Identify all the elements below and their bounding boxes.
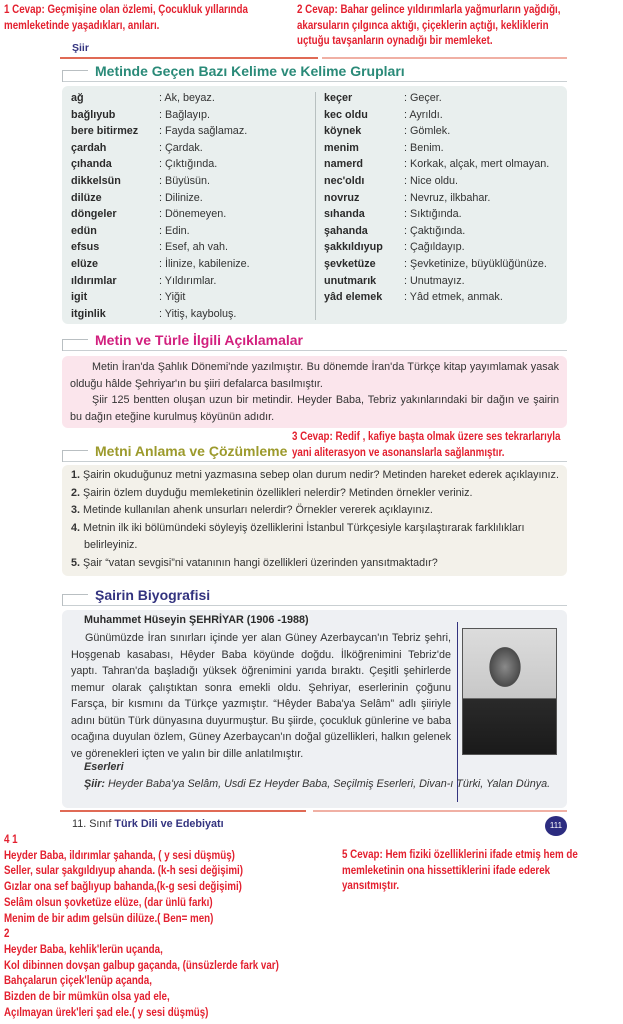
vocab-definition: : Dönemeyen. <box>159 208 227 221</box>
photo-rule <box>457 622 458 802</box>
explain-title: Metin ve Türle İlgili Açıklamalar <box>95 332 303 348</box>
explain-paragraph: Şiir 125 bentten oluşan uzun bir metindir. Heyder Baba, Tebriz yakınlarındaki bir dağın ve şairin bu dağın eteğine kurulmuş köyünün adıdır. <box>70 394 559 423</box>
vocab-word: igit <box>71 291 88 304</box>
vocab-definition: : Korkak, alçak, mert olmayan. <box>404 158 550 171</box>
vocab-word: unutmarık <box>324 274 377 287</box>
vocab-definition: : Çıktığında. <box>159 158 218 171</box>
question-number: 1. <box>71 469 81 481</box>
answer-line: Heyder Baba, ildırımlar şahanda, ( y sesi düşmüş) <box>4 849 235 862</box>
vocab-word: şakkıldıyup <box>324 241 383 254</box>
vocab-word: çardah <box>71 141 107 154</box>
question-text: Şairin özlem duyduğu memleketinin özellikleri nelerdir? Metinden örnekler veriniz. <box>83 486 473 499</box>
bio-name: Muhammet Hüseyin ŞEHRİYAR (1906 -1988) <box>84 614 309 626</box>
footer-rule-right <box>313 810 567 812</box>
vocab-title: Metinde Geçen Bazı Kelime ve Kelime Grupları <box>95 63 405 79</box>
question-number: 2. <box>71 486 81 499</box>
question-item <box>71 485 559 503</box>
vocab-definition: : Çağıldayıp. <box>404 241 465 254</box>
section-label: Şiir <box>72 42 89 54</box>
answer-line: 2 Cevap: Bahar gelince yıldırımlarla yağmurların yağdığı, <box>297 4 561 16</box>
question-item <box>71 520 559 555</box>
vocab-definition: : Fayda sağlamaz. <box>159 125 248 138</box>
question-number: 3. <box>71 504 81 516</box>
answer-3 <box>292 430 612 461</box>
answer-line: memleketinde yaşadıkları, anıları. <box>4 19 160 32</box>
vocab-definition: : İlinize, kabilenize. <box>159 258 250 270</box>
vocab-divider <box>315 92 316 320</box>
vocab-word: köynek <box>324 125 362 138</box>
poet-photo <box>462 628 557 755</box>
vocab-definition: : Nice oldu. <box>404 175 459 187</box>
answer-line: 5 Cevap: Hem fiziki özelliklerini ifade etmiş hem de <box>342 849 578 861</box>
vocab-definition: : Dilinize. <box>159 191 203 204</box>
answer-1 <box>4 3 292 34</box>
bio-title: Şairin Biyografisi <box>95 587 211 603</box>
vocab-definition: : Büyüsün. <box>159 175 211 187</box>
vocab-word: namerd <box>324 158 364 171</box>
header-rule-left <box>60 57 318 59</box>
vocab-word: şahanda <box>324 224 368 237</box>
footer-subject: Türk Dili ve Edebiyatı <box>114 818 224 830</box>
footer <box>72 818 224 830</box>
vocab-definition: : Çardak. <box>159 141 203 154</box>
works <box>84 776 559 792</box>
vocab-definition: : Nevruz, ilkbahar. <box>404 191 491 204</box>
explain-box <box>62 356 567 428</box>
header-rule-right <box>322 57 567 59</box>
vocab-word: ıldırımlar <box>71 274 117 287</box>
vocab-definition: : Benim. <box>404 141 444 154</box>
answer-4 <box>4 833 324 1021</box>
vocab-definition: : Edin. <box>159 224 190 237</box>
vocab-definition: : Geçer. <box>404 92 442 104</box>
answer-line: 2 <box>4 928 10 941</box>
question-text: Metnin ilk iki bölümündeki söyleyiş özelliklerini İstanbul Türkçesiyle karşılaştırarak farklılıkları belirleyiniz. <box>83 521 525 551</box>
answer-line: Açılmayan ürek'leri şad ele.( y sesi düşmüş) <box>4 1006 209 1019</box>
vocab-word: çıhanda <box>71 158 112 171</box>
vocab-box <box>62 86 567 324</box>
footer-rule-left <box>60 810 306 812</box>
answer-line: Heyder Baba, kehlik'lerün uçanda, <box>4 943 163 956</box>
answer-line: Bizden de bir mümkün olsa yad ele, <box>4 991 170 1004</box>
vocab-definition: : Ayrıldı. <box>404 108 443 121</box>
question-item <box>71 555 559 573</box>
works-list: Heyder Baba'ya Selâm, Usdi Ez Heyder Baba, Seçilmiş Eserleri, Divan-ı Türki, Yalan Dünya. <box>108 778 551 790</box>
vocab-word: dilüze <box>71 191 102 204</box>
vocab-definition: : Esef, ah vah. <box>159 241 229 254</box>
question-text: Şairin okuduğunuz metni yazmasına sebep olan durum nedir? Metinden hareket ederek açıklayınız. <box>83 469 559 481</box>
vocab-word: bağlıyub <box>71 108 116 121</box>
vocab-word: edün <box>71 224 97 237</box>
explain-heading <box>62 333 567 351</box>
answer-line: Seller, sular şakgıldıyup ahanda. (k-h sesi değişimi) <box>4 865 244 878</box>
page-number-badge: 111 <box>545 816 567 836</box>
vocab-definition: : Çaktığında. <box>404 224 466 237</box>
question-text: Şair “vatan sevgisi”ni vatanının hangi özellikleri üzerinden yansıtmaktadır? <box>83 556 438 569</box>
answer-line: akarsuların çılgınca aktığı, çiçeklerin açtığı, kekliklerin <box>297 19 549 32</box>
bio-text: Günümüzde İran sınırları içinde yer alan Güney Azerbaycan'ın Tebriz şehri, Hoşgenab kasabası, Hêyder Baba köyünde doğdu. İlköğrenimini Tebriz'de yaptı. Tahran'da başladığı yüksek öğrenimini yarıda bıraktı. Çeşitli şehirlerde memur olarak çalıştıktan sonra emekli oldu. Şehriyar, eserlerinin çoğunu Farsça, bir kısmını da Türkçe yazmıştır. “Hêyder Baba'ya Selâm” adlı şiiriyle adını bütün Türk dünyasına duyurmuştur. Bu şiirde, çocukluk günlerine ve baba ocağına duyulan özlem, Güney Azerbaycan'ın doğal güzellikleri, halkın gelenek ve görenekleri içten ve yalın bir dille anlatılmıştır. <box>71 632 451 760</box>
vocab-definition: : Bağlayıp. <box>159 108 211 121</box>
vocab-word: itginlik <box>71 307 106 320</box>
question-number: 5. <box>71 556 81 569</box>
works-label: Eserleri <box>84 761 124 773</box>
answer-line: 1 Cevap: Geçmişine olan özlemi, Çocukluk yıllarında <box>4 4 248 16</box>
vocab-word: menim <box>324 141 359 154</box>
answer-line: 3 Cevap: Redif , kafiye başta olmak üzere ses tekrarlarıyla <box>292 431 561 443</box>
question-item <box>71 502 559 520</box>
vocab-word: novruz <box>324 191 360 204</box>
vocab-definition: : Sıktığında. <box>404 208 462 221</box>
answer-line: Gızlar ona sef bağlıyup bahanda,(k-g sesi değişimi) <box>4 881 242 894</box>
vocab-word: bere bitirmez <box>71 125 139 138</box>
vocab-definition: : Yıldırımlar. <box>159 274 217 287</box>
answer-line: 4 1 <box>4 834 18 846</box>
works-type: Şiir: <box>84 778 105 790</box>
vocab-word: dikkelsün <box>71 175 121 187</box>
vocab-word: ağ <box>71 92 84 104</box>
answer-2 <box>297 3 623 50</box>
answer-line: Kol dibinnen dovşan galbup gaçanda, (ünsüzlerde fark var) <box>4 959 279 972</box>
vocab-definition: : Yâd etmek, anmak. <box>404 291 503 304</box>
vocab-definition: : Unutmayız. <box>404 274 465 287</box>
vocab-word: kec oldu <box>324 108 368 121</box>
bio-heading <box>62 588 567 606</box>
vocab-definition: : Ak, beyaz. <box>159 92 215 104</box>
question-text: Metinde kullanılan ahenk unsurları nelerdir? Örnekler vererek açıklayınız. <box>83 504 433 516</box>
answer-line: memleketinin ona hissettiklerini ifade ederek <box>342 864 551 877</box>
answer-5 <box>342 848 622 895</box>
question-item <box>71 467 559 485</box>
vocab-word: nec'oldı <box>324 175 365 187</box>
answer-line: Menim de bir adım gelsün dilüze.( Ben= men) <box>4 912 214 925</box>
vocab-definition: : Şevketinize, büyüklüğünüze. <box>404 258 547 270</box>
vocab-word: döngeler <box>71 208 117 221</box>
explain-paragraph: Metin İran'da Şahlık Dönemi'nde yazılmıştır. Bu dönemde İran'da Türkçe kitap yayımlamak yasak olduğu hâlde Şehriyar'ın bu şiiri defalarca basılmıştır. <box>70 361 559 390</box>
answer-line: uçtuğu tavşanların oynadığı bir memleket. <box>297 35 493 47</box>
footer-grade: 11. Sınıf <box>72 818 112 830</box>
questions-title: Metni Anlama ve Çözümleme <box>95 443 288 459</box>
vocab-definition: : Yiğit <box>159 291 186 304</box>
vocab-heading <box>62 64 567 82</box>
bio-box <box>62 610 567 808</box>
answer-line: Selâm olsun şovketüze elüze, (dar ünlü farkı) <box>4 896 213 909</box>
vocab-definition: : Yitiş, kayboluş. <box>159 307 237 320</box>
vocab-word: şevketüze <box>324 258 376 270</box>
vocab-word: sıhanda <box>324 208 365 221</box>
vocab-word: efsus <box>71 241 100 254</box>
answer-line: yani aliterasyon ve asonanslarla sağlanmıştır. <box>292 446 505 459</box>
vocab-word: yâd elemek <box>324 291 383 304</box>
answer-line: Bahçalarun çiçek'lenüp açanda, <box>4 975 152 988</box>
vocab-definition: : Gömlek. <box>404 125 451 138</box>
question-number: 4. <box>71 521 81 534</box>
answer-line: yansıtmıştır. <box>342 880 400 892</box>
vocab-word: keçer <box>324 92 353 104</box>
vocab-word: elüze <box>71 258 99 270</box>
questions-box <box>62 465 567 576</box>
